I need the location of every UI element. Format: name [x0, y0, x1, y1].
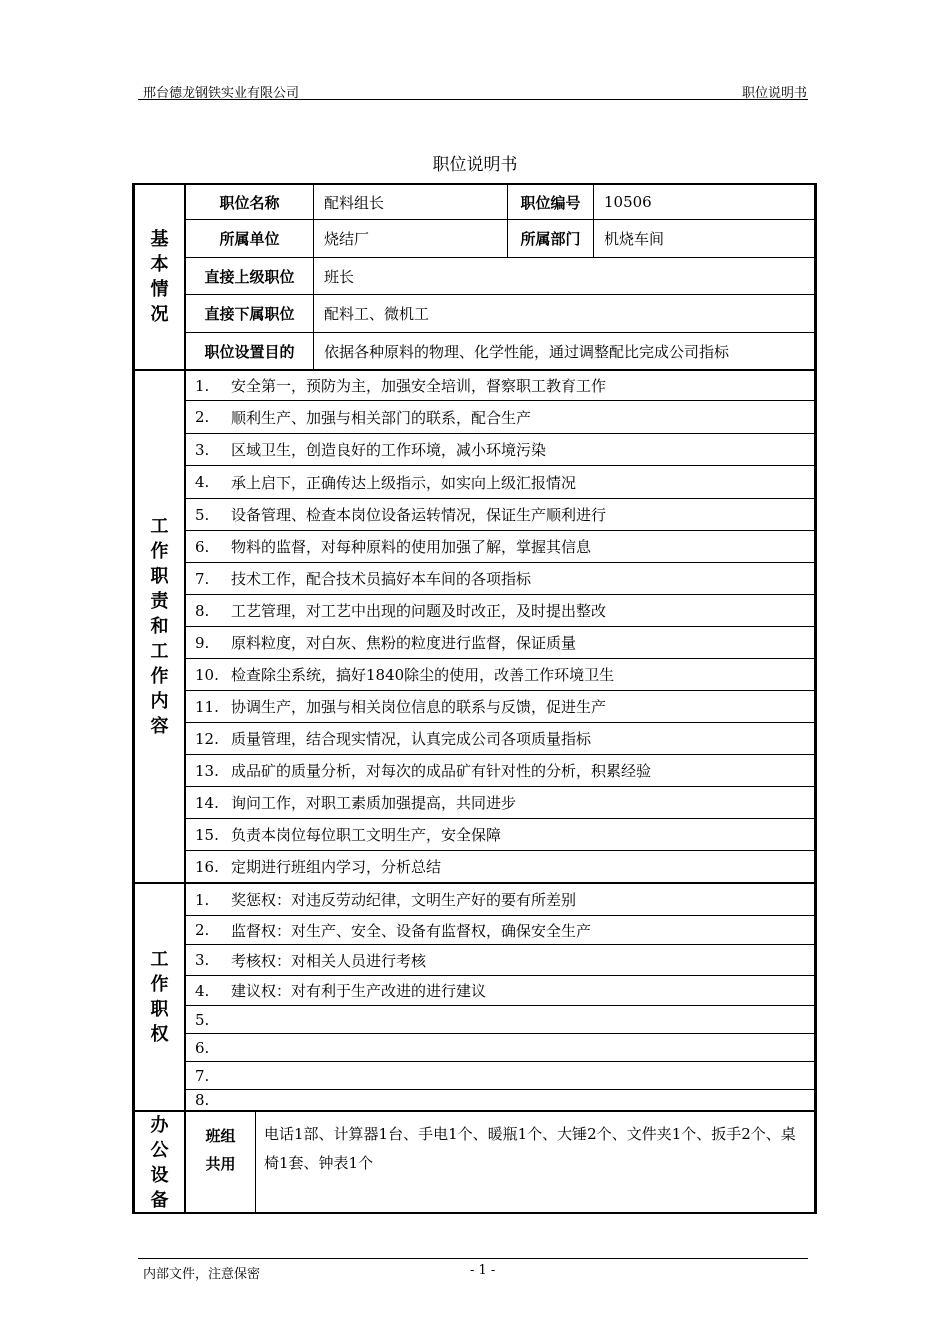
item-number: 5.: [195, 505, 210, 524]
duties-section-label: [135, 371, 186, 882]
duty-row: [186, 563, 814, 595]
header-doc-type: 职位说明书: [741, 86, 807, 101]
item-number: 13.: [195, 761, 219, 780]
authority-row: [186, 1090, 814, 1110]
item-number: 6.: [195, 1038, 210, 1057]
authority-row: [186, 1034, 814, 1062]
section-label-char: 作: [150, 974, 169, 995]
dept-label: 所属部门: [508, 220, 594, 257]
authority-section-label: [135, 884, 186, 1110]
item-text: 询问工作，对职工素质加强提高，共同进步: [231, 794, 517, 812]
equipment-key-line1: 班组: [205, 1127, 236, 1145]
row-subordinate: [186, 295, 814, 333]
dept-value: 机烧车间: [604, 230, 665, 248]
section-label-char: 况: [150, 304, 169, 325]
item-text: 考核权：对相关人员进行考核: [231, 951, 427, 970]
item-text: 成品矿的质量分析，对每次的成品矿有针对性的分析，积累经验: [231, 762, 652, 780]
section-label-char: 工: [150, 641, 169, 662]
row-superior: [186, 258, 814, 295]
item-number: 6.: [195, 537, 210, 556]
duty-row: [186, 531, 814, 563]
item-number: 5.: [195, 1010, 210, 1029]
position-name-label: 职位名称: [186, 185, 314, 219]
superior-value: 班长: [324, 267, 355, 286]
duty-row: [186, 819, 814, 851]
equipment-key: [186, 1112, 256, 1214]
authority-row: [186, 1006, 814, 1034]
item-number: 4.: [195, 981, 210, 1000]
item-text: 建议权：对有利于生产改进的进行建议: [231, 982, 487, 1000]
item-text: 工艺管理，对工艺中出现的问题及时改正，及时提出整改: [231, 602, 607, 620]
header-rule: [138, 99, 808, 100]
row-position-name: [186, 185, 814, 220]
footer-rule: [138, 1258, 808, 1259]
section-label-char: 办: [150, 1115, 169, 1136]
item-text: 技术工作，配合技术员搞好本车间的各项指标: [231, 570, 532, 588]
section-label-char: 公: [150, 1140, 169, 1161]
section-label-char: 权: [150, 1024, 169, 1045]
position-name-value: 配料组长: [314, 185, 508, 219]
unit-label: 所属单位: [186, 220, 314, 257]
item-number: 2.: [195, 408, 210, 426]
duty-row: [186, 627, 814, 659]
item-number: 3.: [195, 951, 210, 969]
item-number: 1.: [195, 376, 210, 395]
row-unit: [186, 220, 814, 258]
duty-row: [186, 499, 814, 531]
unit-value: 烧结厂: [314, 220, 508, 257]
item-text: 承上启下，正确传达上级指示，如实向上级汇报情况: [231, 473, 577, 492]
duty-row: [186, 787, 814, 819]
section-label-char: 责: [150, 591, 169, 612]
item-text: 设备管理、检查本岗位设备运转情况，保证生产顺利进行: [231, 506, 607, 524]
section-label-char: 工: [150, 516, 169, 537]
item-number: 8.: [195, 1091, 210, 1109]
section-label-char: 作: [150, 666, 169, 687]
item-text: 负责本岗位每位职工文明生产，安全保障: [231, 826, 502, 844]
section-label-char: 内: [150, 691, 169, 712]
subordinate-value: 配料工、微机工: [324, 305, 430, 323]
equipment-section-label: [135, 1112, 186, 1214]
header-company: 邢台德龙钢铁实业有限公司: [143, 86, 300, 101]
item-number: 10.: [195, 665, 219, 684]
equipment-section: [135, 1112, 814, 1214]
authority-row: [186, 945, 814, 976]
duty-row: [186, 434, 814, 466]
section-label-char: 职: [150, 999, 169, 1020]
item-number: 2.: [195, 921, 210, 939]
item-text: 质量管理，结合现实情况，认真完成公司各项质量指标: [231, 730, 592, 748]
duty-row: [186, 371, 814, 401]
section-label-char: 基: [150, 229, 169, 250]
basic-section-label: [135, 185, 186, 369]
item-number: 7.: [195, 569, 210, 588]
job-description-table: [132, 183, 817, 1214]
item-text: 区域卫生，创造良好的工作环境，减小环境污染: [231, 441, 547, 459]
item-number: 3.: [195, 440, 210, 459]
item-text: 原料粒度，对白灰、焦粉的粒度进行监督，保证质量: [231, 634, 577, 652]
row-purpose: [186, 333, 814, 369]
duty-row: [186, 595, 814, 627]
item-number: 9.: [195, 633, 210, 652]
section-label-char: 职: [150, 566, 169, 587]
position-code-value: 10506: [604, 193, 652, 211]
item-text: 顺利生产、加强与相关部门的联系，配合生产: [231, 408, 532, 427]
item-number: 16.: [195, 857, 219, 876]
section-label-char: 工: [150, 949, 169, 970]
section-label-char: 备: [150, 1190, 169, 1211]
duty-row: [186, 851, 814, 882]
item-text: 检查除尘系统，搞好1840除尘的使用，改善工作环境卫生: [231, 666, 615, 684]
authority-row: [186, 976, 814, 1006]
item-text: 协调生产，加强与相关岗位信息的联系与反馈，促进生产: [231, 698, 607, 716]
item-number: 12.: [195, 729, 219, 748]
authority-row: [186, 1062, 814, 1090]
equipment-list: 电话1部、计算器1台、手电1个、暖瓶1个、大锤2个、文件夹1个、扳手2个、桌椅1套、钟表1个: [264, 1125, 796, 1172]
page-number: - 1 -: [470, 1263, 496, 1278]
position-code-label: 职位编号: [508, 185, 594, 219]
purpose-label: 职位设置目的: [186, 333, 314, 369]
document-title: 职位说明书: [432, 155, 518, 175]
duty-row: [186, 659, 814, 691]
duty-row: [186, 755, 814, 787]
item-text: 监督权：对生产、安全、设备有监督权，确保安全生产: [231, 921, 592, 940]
duty-row: [186, 466, 814, 499]
superior-label: 直接上级职位: [186, 258, 314, 294]
duty-row: [186, 691, 814, 723]
section-label-char: 容: [150, 716, 169, 737]
purpose-value: 依据各种原料的物理、化学性能，通过调整配比完成公司指标: [324, 342, 730, 361]
item-text: 物料的监督，对每种原料的使用加强了解，掌握其信息: [231, 538, 592, 556]
item-number: 8.: [195, 601, 210, 620]
item-number: 15.: [195, 825, 219, 844]
subordinate-label: 直接下属职位: [186, 295, 314, 332]
footer-note: 内部文件，注意保密: [143, 1267, 261, 1282]
item-number: 14.: [195, 793, 219, 812]
authority-row: [186, 884, 814, 916]
duty-row: [186, 723, 814, 755]
section-label-char: 和: [150, 616, 169, 637]
item-text: 定期进行班组内学习，分析总结: [231, 858, 442, 876]
item-number: 11.: [195, 697, 219, 716]
section-label-char: 本: [150, 254, 169, 275]
equipment-key-line2: 共用: [205, 1155, 236, 1173]
item-number: 4.: [195, 473, 210, 491]
item-text: 奖惩权：对违反劳动纪律，文明生产好的要有所差别: [231, 891, 577, 909]
section-label-char: 情: [150, 279, 169, 300]
duty-row: [186, 401, 814, 434]
section-label-char: 设: [150, 1165, 169, 1186]
item-number: 1.: [195, 890, 210, 909]
section-label-char: 作: [150, 541, 169, 562]
item-number: 7.: [195, 1066, 210, 1085]
item-text: 安全第一，预防为主，加强安全培训，督察职工教育工作: [231, 377, 607, 395]
authority-row: [186, 916, 814, 945]
